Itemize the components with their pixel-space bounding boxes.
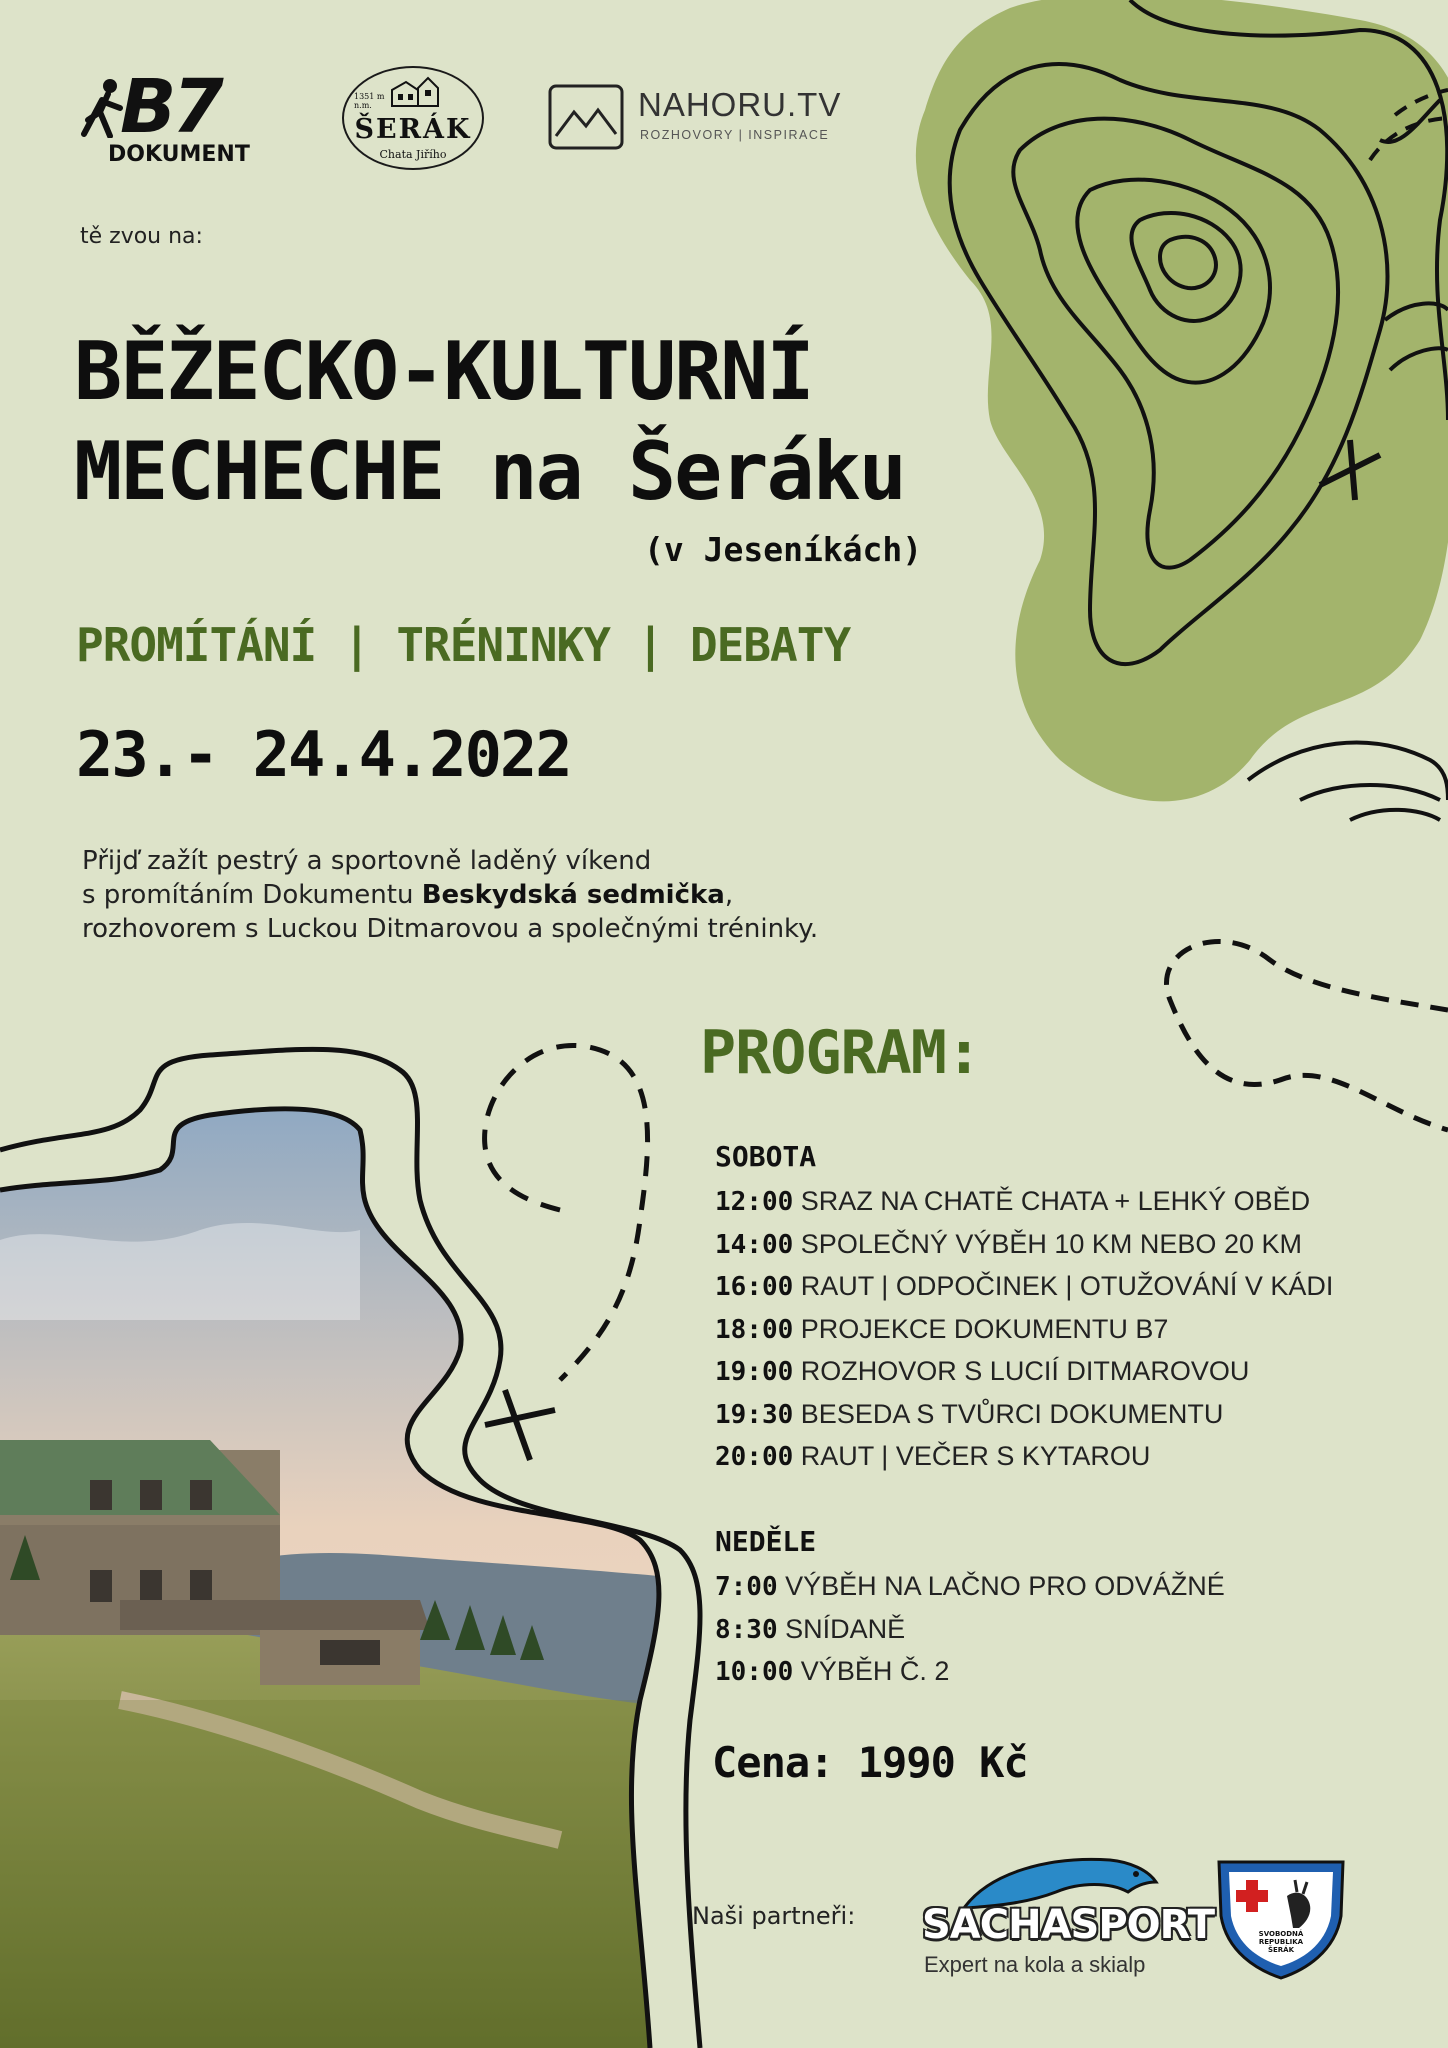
serak-subtitle: Chata Jiřího xyxy=(379,148,447,161)
schedule-activity: RAUT | ODPOČINEK | OTUŽOVÁNÍ V KÁDI xyxy=(800,1271,1334,1301)
schedule-item xyxy=(715,1566,1225,1609)
chalet-icon xyxy=(388,76,444,112)
schedule-time: 16:00 xyxy=(715,1272,794,1302)
sachasport-logo xyxy=(920,1852,1214,1982)
schedule-activity: BESEDA S TVŮRCI DOKUMENTU xyxy=(800,1398,1224,1429)
schedule-time: 19:30 xyxy=(715,1399,794,1430)
serak-name: ŠERÁK xyxy=(354,114,472,145)
schedule-item xyxy=(715,1309,1333,1352)
event-themes: PROMÍTÁNÍ | TRÉNINKY | DEBATY xyxy=(76,618,851,672)
program-title: PROGRAM: xyxy=(700,1018,981,1088)
schedule-activity: SPOLEČNÝ VÝBĚH 10 KM NEBO 20 KM xyxy=(800,1228,1302,1259)
day-heading-sunday: NEDĚLE xyxy=(715,1525,817,1558)
documentary-title: Beskydská sedmička xyxy=(421,880,725,910)
sachasport-name: SACHASPORT xyxy=(922,1902,1214,1948)
chalet-photo xyxy=(0,1100,700,2048)
schedule-item xyxy=(715,1436,1333,1479)
nahoru-tv-logo xyxy=(548,84,848,154)
schedule-item xyxy=(715,1266,1333,1309)
nahoru-tagline: ROZHOVORY | INSPIRACE xyxy=(640,128,830,142)
schedule-activity: SRAZ NA CHATĚ CHATA + LEHKÝ OBĚD xyxy=(800,1186,1311,1216)
schedule-item xyxy=(715,1181,1333,1224)
schedule-activity: RAUT | VEČER S KYTAROU xyxy=(800,1441,1151,1471)
event-dates: 23.- 24.4.2022 xyxy=(76,718,571,791)
invite-text: tě zvou na: xyxy=(80,224,203,249)
trail-x-mark xyxy=(485,1390,555,1460)
badge-line-2: REPUBLIKA xyxy=(1258,1938,1304,1946)
badge-line-1: SVOBODNÁ xyxy=(1258,1930,1304,1938)
schedule-activity: PROJEKCE DOKUMENTU B7 xyxy=(800,1313,1169,1344)
serak-elevation: 1351 m n.m. xyxy=(354,92,385,110)
dashed-trail-middle xyxy=(485,1045,648,1380)
b7-logo-sub: DOKUMENT xyxy=(108,142,250,167)
schedule-time: 20:00 xyxy=(715,1442,794,1472)
badge-line-3: ŠERÁK xyxy=(1267,1946,1295,1954)
schedule-activity: VÝBĚH NA LAČNO PRO ODVÁŽNÉ xyxy=(785,1571,1225,1601)
sunday-schedule xyxy=(715,1566,1225,1694)
schedule-time: 14:00 xyxy=(715,1229,794,1260)
partners-label: Naši partneři: xyxy=(692,1902,856,1930)
b7-dokument-logo xyxy=(80,64,280,170)
serak-logo xyxy=(342,66,484,170)
b7-logo-mark: B7 xyxy=(120,64,220,150)
schedule-time: 7:00 xyxy=(715,1572,778,1602)
price: Cena: 1990 Kč xyxy=(712,1738,1028,1787)
headline xyxy=(74,322,905,522)
headline-line-1: BĚŽECKO-KULTURNÍ xyxy=(74,325,813,418)
schedule-item xyxy=(715,1394,1333,1437)
day-heading-saturday: SOBOTA xyxy=(715,1140,817,1173)
schedule-time: 10:00 xyxy=(715,1657,794,1687)
headline-line-2: MECHECHE na Šeráku xyxy=(74,425,905,518)
schedule-item xyxy=(715,1351,1333,1394)
nahoru-name: NAHORU.TV xyxy=(638,86,842,123)
sachasport-tagline: Expert na kola a skialp xyxy=(924,1952,1146,1977)
svobodna-republika-serak-badge xyxy=(1215,1856,1347,1980)
schedule-time: 12:00 xyxy=(715,1187,794,1217)
schedule-activity: SNÍDANĚ xyxy=(785,1613,906,1644)
schedule-activity: ROZHOVOR S LUCIÍ DITMAROVOU xyxy=(800,1356,1250,1386)
runner-icon xyxy=(80,78,128,142)
schedule-activity: VÝBĚH Č. 2 xyxy=(800,1656,950,1686)
intro-line-2 xyxy=(82,878,942,912)
intro-line-1: Přijď zažít pestrý a sportovně laděný víkend xyxy=(82,846,652,876)
mountain-icon xyxy=(548,84,624,154)
intro-line-2-start: s promítáním Dokumentu xyxy=(82,880,422,910)
topo-blob xyxy=(916,0,1448,820)
intro-paragraph xyxy=(82,844,942,946)
intro-line-2-end: , xyxy=(724,880,734,910)
saturday-schedule xyxy=(715,1181,1333,1479)
headline-location: (v Jeseníkách) xyxy=(644,530,923,569)
schedule-item xyxy=(715,1609,1225,1652)
intro-line-3: rozhovorem s Luckou Ditmarovou a společnými tréninky. xyxy=(82,914,819,944)
dashed-trail-right xyxy=(1166,941,1448,1130)
schedule-time: 8:30 xyxy=(715,1614,778,1645)
shield-icon xyxy=(1215,1856,1347,1980)
schedule-time: 19:00 xyxy=(715,1357,794,1387)
schedule-time: 18:00 xyxy=(715,1314,794,1345)
schedule-item xyxy=(715,1651,1225,1694)
schedule-item xyxy=(715,1224,1333,1267)
badge-text xyxy=(1243,1930,1319,1954)
